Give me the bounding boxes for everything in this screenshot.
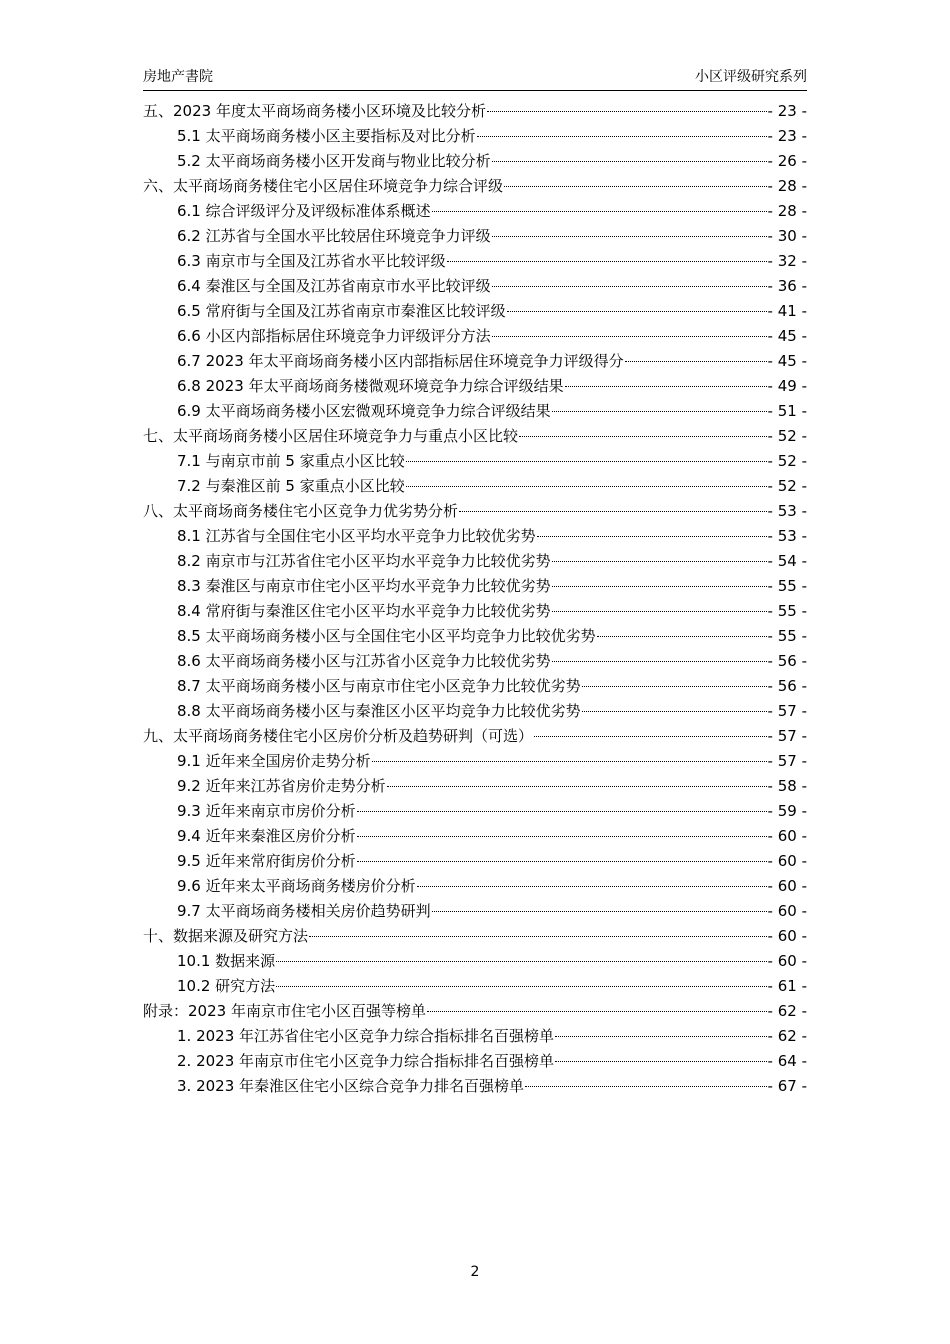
toc-entry-page: - 57 -: [767, 702, 807, 720]
toc-section-entry[interactable]: [143, 349, 807, 374]
toc-entry-page: - 55 -: [767, 602, 807, 620]
toc-entry-title: 六、太平商场商务楼住宅小区居住环境竞争力综合评级: [143, 177, 504, 195]
toc-entry-title: 6.8 2023 年太平商场商务楼微观环境竞争力综合评级结果: [177, 377, 564, 395]
toc-dot-leader: [504, 186, 767, 187]
toc-chapter-entry[interactable]: [143, 724, 807, 749]
toc-entry-title: 9.4 近年来秦淮区房价分析: [177, 827, 356, 845]
toc-section-entry[interactable]: [143, 549, 807, 574]
toc-dot-leader: [432, 911, 767, 912]
toc-dot-leader: [525, 1086, 767, 1087]
toc-section-entry[interactable]: [143, 324, 807, 349]
toc-entry-title: 9.5 近年来常府街房价分析: [177, 852, 356, 870]
toc-chapter-entry[interactable]: [143, 424, 807, 449]
header-publisher: 房地产書院: [143, 69, 213, 85]
toc-dot-leader: [552, 411, 767, 412]
page-header: [143, 66, 807, 91]
toc-dot-leader: [597, 636, 767, 637]
toc-entry-page: - 55 -: [767, 577, 807, 595]
toc-entry-page: - 60 -: [767, 852, 807, 870]
toc-section-entry[interactable]: [143, 849, 807, 874]
toc-entry-title: 6.6 小区内部指标居住环境竞争力评级评分方法: [177, 327, 491, 345]
toc-entry-page: - 61 -: [767, 977, 807, 995]
toc-dot-leader: [309, 936, 767, 937]
toc-dot-leader: [477, 136, 767, 137]
toc-entry-page: - 53 -: [767, 527, 807, 545]
toc-dot-leader: [387, 786, 767, 787]
toc-dot-leader: [406, 486, 767, 487]
toc-entry-title: 6.1 综合评级评分及评级标准体系概述: [177, 202, 431, 220]
toc-entry-title: 9.2 近年来江苏省房价走势分析: [177, 777, 386, 795]
toc-entry-page: - 49 -: [767, 377, 807, 395]
toc-dot-leader: [432, 211, 767, 212]
toc-dot-leader: [582, 711, 767, 712]
toc-dot-leader: [552, 586, 767, 587]
toc-dot-leader: [552, 661, 767, 662]
toc-chapter-entry[interactable]: [143, 499, 807, 524]
toc-section-entry[interactable]: [143, 599, 807, 624]
toc-entry-title: 8.6 太平商场商务楼小区与江苏省小区竞争力比较优劣势: [177, 652, 551, 670]
toc-entry-title: 1. 2023 年江苏省住宅小区竞争力综合指标排名百强榜单: [177, 1027, 555, 1045]
toc-dot-leader: [372, 761, 767, 762]
toc-entry-page: - 28 -: [767, 202, 807, 220]
toc-entry-title: 9.6 近年来太平商场商务楼房价分析: [177, 877, 416, 895]
toc-section-entry[interactable]: [143, 749, 807, 774]
toc-entry-page: - 64 -: [767, 1052, 807, 1070]
toc-entry-title: 2. 2023 年南京市住宅小区竞争力综合指标排名百强榜单: [177, 1052, 555, 1070]
toc-chapter-entry[interactable]: [143, 174, 807, 199]
toc-entry-page: - 67 -: [767, 1077, 807, 1095]
toc-section-entry[interactable]: [143, 774, 807, 799]
toc-entry-page: - 23 -: [767, 102, 807, 120]
toc-entry-title: 3. 2023 年秦淮区住宅小区综合竞争力排名百强榜单: [177, 1077, 525, 1095]
toc-dot-leader: [492, 286, 767, 287]
toc-entry-title: 8.2 南京市与江苏省住宅小区平均水平竞争力比较优劣势: [177, 552, 551, 570]
toc-dot-leader: [507, 311, 767, 312]
toc-entry-title: 7.2 与秦淮区前 5 家重点小区比较: [177, 477, 405, 495]
toc-entry-title: 6.2 江苏省与全国水平比较居住环境竞争力评级: [177, 227, 491, 245]
toc-entry-page: - 32 -: [767, 252, 807, 270]
toc-entry-title: 8.4 常府街与秦淮区住宅小区平均水平竞争力比较优劣势: [177, 602, 551, 620]
header-series-title: 小区评级研究系列: [695, 69, 807, 85]
toc-entry-title: 8.7 太平商场商务楼小区与南京市住宅小区竞争力比较优劣势: [177, 677, 581, 695]
toc-entry-page: - 52 -: [767, 477, 807, 495]
toc-dot-leader: [492, 236, 767, 237]
toc-entry-title: 8.1 江苏省与全国住宅小区平均水平竞争力比较优劣势: [177, 527, 536, 545]
toc-dot-leader: [519, 436, 767, 437]
toc-entry-title: 附录：2023 年南京市住宅小区百强等榜单: [143, 1002, 426, 1020]
toc-section-entry[interactable]: [143, 524, 807, 549]
toc-section-entry[interactable]: [143, 624, 807, 649]
toc-entry-title: 五、2023 年度太平商场商务楼小区环境及比较分析: [143, 102, 486, 120]
toc-entry-page: - 59 -: [767, 802, 807, 820]
toc-section-entry[interactable]: [143, 1049, 807, 1074]
toc-dot-leader: [276, 961, 766, 962]
toc-entry-title: 8.5 太平商场商务楼小区与全国住宅小区平均竞争力比较优劣势: [177, 627, 596, 645]
toc-entry-page: - 60 -: [767, 877, 807, 895]
toc-entry-page: - 28 -: [767, 177, 807, 195]
toc-entry-page: - 52 -: [767, 427, 807, 445]
toc-dot-leader: [582, 686, 767, 687]
toc-dot-leader: [487, 111, 767, 112]
toc-entry-title: 八、太平商场商务楼住宅小区竞争力优劣势分析: [143, 502, 459, 520]
toc-section-entry[interactable]: [143, 399, 807, 424]
toc-dot-leader: [459, 511, 767, 512]
toc-section-entry[interactable]: [143, 124, 807, 149]
toc-entry-title: 7.1 与南京市前 5 家重点小区比较: [177, 452, 405, 470]
toc-dot-leader: [625, 361, 767, 362]
page-number: 2: [470, 1264, 480, 1280]
toc-dot-leader: [357, 836, 767, 837]
toc-dot-leader: [552, 561, 767, 562]
toc-dot-leader: [406, 461, 767, 462]
toc-section-entry[interactable]: [143, 799, 807, 824]
toc-entry-title: 8.3 秦淮区与南京市住宅小区平均水平竞争力比较优劣势: [177, 577, 551, 595]
toc-entry-title: 6.3 南京市与全国及江苏省水平比较评级: [177, 252, 446, 270]
toc-dot-leader: [555, 1061, 767, 1062]
toc-entry-page: - 57 -: [767, 752, 807, 770]
toc-section-entry[interactable]: [143, 449, 807, 474]
toc-dot-leader: [492, 336, 767, 337]
toc-dot-leader: [534, 736, 767, 737]
toc-dot-leader: [492, 161, 767, 162]
toc-section-entry[interactable]: [143, 824, 807, 849]
toc-chapter-entry[interactable]: [143, 924, 807, 949]
toc-entry-page: - 51 -: [767, 402, 807, 420]
toc-section-entry[interactable]: [143, 149, 807, 174]
toc-entry-page: - 41 -: [767, 302, 807, 320]
toc-entry-page: - 55 -: [767, 627, 807, 645]
toc-entry-page: - 62 -: [767, 1002, 807, 1020]
toc-section-entry[interactable]: [143, 1024, 807, 1049]
toc-section-entry[interactable]: [143, 199, 807, 224]
toc-section-entry[interactable]: [143, 249, 807, 274]
toc-entry-page: - 58 -: [767, 777, 807, 795]
toc-entry-title: 8.8 太平商场商务楼小区与秦淮区小区平均竞争力比较优劣势: [177, 702, 581, 720]
toc-section-entry[interactable]: [143, 299, 807, 324]
toc-entry-page: - 62 -: [767, 1027, 807, 1045]
toc-entry-title: 5.1 太平商场商务楼小区主要指标及对比分析: [177, 127, 476, 145]
toc-section-entry[interactable]: [143, 374, 807, 399]
toc-section-entry[interactable]: [143, 699, 807, 724]
toc-entry-page: - 30 -: [767, 227, 807, 245]
toc-chapter-entry[interactable]: [143, 99, 807, 124]
toc-entry-page: - 60 -: [767, 927, 807, 945]
toc-entry-page: - 36 -: [767, 277, 807, 295]
toc-dot-leader: [555, 1036, 767, 1037]
toc-chapter-entry[interactable]: [143, 999, 807, 1024]
toc-dot-leader: [537, 536, 767, 537]
toc-entry-title: 10.2 研究方法: [177, 977, 276, 995]
toc-entry-title: 9.3 近年来南京市房价分析: [177, 802, 356, 820]
toc-entry-title: 9.7 太平商场商务楼相关房价趋势研判: [177, 902, 431, 920]
toc-entry-title: 九、太平商场商务楼住宅小区房价分析及趋势研判（可选）: [143, 727, 534, 745]
toc-entry-page: - 60 -: [767, 827, 807, 845]
toc-section-entry[interactable]: [143, 649, 807, 674]
toc-entry-title: 6.9 太平商场商务楼小区宏微观环境竞争力综合评级结果: [177, 402, 551, 420]
toc-entry-title: 6.4 秦淮区与全国及江苏省南京市水平比较评级: [177, 277, 491, 295]
toc-section-entry[interactable]: [143, 274, 807, 299]
toc-section-entry[interactable]: [143, 574, 807, 599]
toc-entry-title: 十、数据来源及研究方法: [143, 927, 309, 945]
toc-entry-page: - 23 -: [767, 127, 807, 145]
toc-entry-page: - 45 -: [767, 352, 807, 370]
toc-section-entry[interactable]: [143, 899, 807, 924]
toc-section-entry[interactable]: [143, 1074, 807, 1099]
toc-dot-leader: [357, 861, 767, 862]
toc-dot-leader: [552, 611, 767, 612]
toc-section-entry[interactable]: [143, 949, 807, 974]
toc-entry-page: - 60 -: [767, 952, 807, 970]
toc-section-entry[interactable]: [143, 974, 807, 999]
toc-entry-page: - 54 -: [767, 552, 807, 570]
toc-entry-title: 5.2 太平商场商务楼小区开发商与物业比较分析: [177, 152, 491, 170]
toc-entry-title: 9.1 近年来全国房价走势分析: [177, 752, 371, 770]
toc-dot-leader: [357, 811, 767, 812]
toc-dot-leader: [417, 886, 767, 887]
toc-entry-title: 七、太平商场商务楼小区居住环境竞争力与重点小区比较: [143, 427, 519, 445]
toc-entry-page: - 52 -: [767, 452, 807, 470]
toc-entry-page: - 26 -: [767, 152, 807, 170]
toc-dot-leader: [447, 261, 767, 262]
toc-entry-page: - 60 -: [767, 902, 807, 920]
toc-entry-title: 6.5 常府街与全国及江苏省南京市秦淮区比较评级: [177, 302, 506, 320]
toc-entry-title: 6.7 2023 年太平商场商务楼小区内部指标居住环境竞争力评级得分: [177, 352, 624, 370]
toc-entry-title: 10.1 数据来源: [177, 952, 276, 970]
toc-dot-leader: [276, 986, 766, 987]
toc-section-entry[interactable]: [143, 474, 807, 499]
toc-entry-page: - 57 -: [767, 727, 807, 745]
toc-entry-page: - 45 -: [767, 327, 807, 345]
toc-dot-leader: [427, 1011, 767, 1012]
toc-entry-page: - 56 -: [767, 652, 807, 670]
toc-section-entry[interactable]: [143, 874, 807, 899]
toc-dot-leader: [565, 386, 767, 387]
toc-entry-page: - 56 -: [767, 677, 807, 695]
toc-section-entry[interactable]: [143, 224, 807, 249]
toc-entry-page: - 53 -: [767, 502, 807, 520]
toc-section-entry[interactable]: [143, 674, 807, 699]
table-of-contents: [143, 99, 807, 1099]
